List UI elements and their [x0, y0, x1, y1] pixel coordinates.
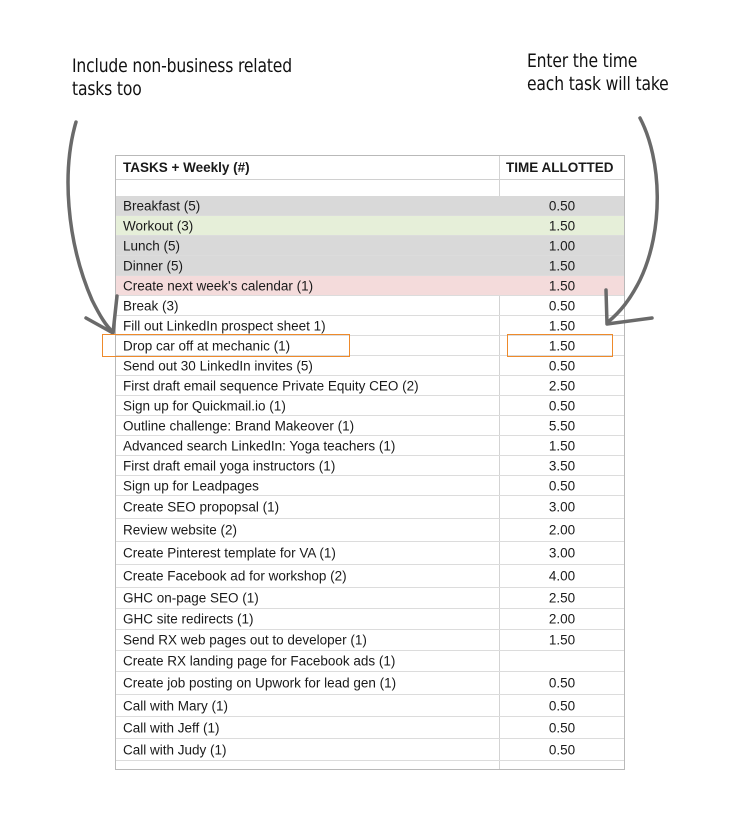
table-row — [116, 276, 624, 296]
table-row — [116, 609, 624, 630]
table-row — [116, 376, 624, 396]
time-cell: 0.50 — [548, 398, 576, 413]
task-cell: Lunch (5) — [123, 238, 181, 253]
table-row — [116, 236, 624, 256]
time-cell: 0.50 — [548, 478, 576, 493]
task-cell: Create SEO propopsal (1) — [123, 499, 280, 515]
task-cell: Call with Jeff (1) — [123, 720, 220, 735]
time-cell: 0.50 — [548, 698, 576, 713]
table-row — [116, 542, 624, 565]
task-cell: Send RX web pages out to developer (1) — [123, 632, 367, 648]
left-arrow-icon — [68, 122, 113, 332]
annotation-right-line2: each task will take — [527, 73, 669, 95]
task-cell: Create RX landing page for Facebook ads (1) — [123, 653, 396, 669]
time-cell: 0.50 — [548, 298, 576, 313]
task-cell: Advanced search LinkedIn: Yoga teachers (1) — [123, 438, 396, 453]
time-cell: 1.50 — [548, 438, 576, 453]
task-cell: Workout (3) — [123, 218, 194, 233]
task-cell: Create job posting on Upwork for lead gen (1) — [123, 675, 397, 691]
table-row — [116, 436, 624, 456]
time-cell: 1.50 — [548, 278, 576, 293]
table-body — [116, 196, 624, 761]
task-cell: Create Facebook ad for workshop (2) — [123, 568, 347, 584]
table-row — [116, 695, 624, 717]
time-cell: 5.50 — [548, 418, 576, 433]
time-cell: 3.00 — [548, 545, 576, 561]
time-cell: 3.00 — [548, 499, 576, 515]
annotation-left — [72, 55, 334, 101]
task-cell: Outline challenge: Brand Makeover (1) — [123, 418, 355, 433]
table-row — [116, 672, 624, 695]
table-row — [116, 565, 624, 588]
table-row — [116, 476, 624, 496]
time-cell: 1.50 — [548, 218, 576, 233]
time-cell: 0.50 — [548, 720, 576, 735]
time-cell: 1.50 — [548, 318, 576, 333]
task-cell: Call with Mary (1) — [123, 698, 229, 713]
table-row — [116, 216, 624, 236]
table-row — [116, 588, 624, 609]
table-row — [116, 456, 624, 476]
time-cell: 2.50 — [548, 378, 576, 393]
task-cell: First draft email sequence Private Equity CEO (2) — [123, 378, 419, 393]
task-highlight-box — [102, 334, 350, 357]
task-cell: Send out 30 LinkedIn invites (5) — [123, 358, 313, 373]
left-arrowhead-icon — [86, 296, 117, 333]
time-cell: 4.00 — [548, 568, 576, 584]
task-cell: Call with Judy (1) — [123, 742, 227, 757]
table-row — [116, 630, 624, 651]
task-cell: Review website (2) — [123, 522, 238, 538]
table-row — [116, 316, 624, 336]
task-cell: Sign up for Leadpages — [123, 478, 259, 493]
time-cell: 1.50 — [548, 258, 576, 273]
time-cell: 1.50 — [548, 338, 576, 353]
table-row — [116, 739, 624, 761]
time-cell: 1.00 — [548, 238, 576, 253]
task-cell: Break (3) — [123, 298, 179, 313]
time-cell: 3.50 — [548, 458, 576, 473]
table-row — [116, 356, 624, 376]
task-cell: GHC on-page SEO (1) — [123, 590, 259, 606]
time-column-header: TIME ALLOTTED — [506, 160, 614, 175]
time-cell: 1.50 — [548, 632, 576, 648]
task-cell: First draft email yoga instructors (1) — [123, 458, 336, 473]
annotation-left-line1: Include non-business related — [72, 55, 292, 77]
annotation-left-line2: tasks too — [72, 78, 142, 100]
time-cell: 0.50 — [548, 675, 576, 691]
task-table — [115, 155, 625, 770]
task-cell: Drop car off at mechanic (1) — [123, 338, 291, 353]
table-row — [116, 651, 624, 672]
task-cell: Sign up for Quickmail.io (1) — [123, 398, 286, 413]
time-cell: 2.00 — [548, 611, 576, 627]
task-cell: GHC site redirects (1) — [123, 611, 254, 627]
table-row — [116, 196, 624, 216]
task-cell: Create next week's calendar (1) — [123, 278, 314, 293]
task-cell: Fill out LinkedIn prospect sheet 1) — [123, 318, 326, 333]
table-row — [116, 519, 624, 542]
table-row — [116, 256, 624, 276]
table-row — [116, 496, 624, 519]
task-cell: Dinner (5) — [123, 258, 184, 273]
time-cell: 2.00 — [548, 522, 576, 538]
table-header — [116, 156, 624, 180]
task-cell: Breakfast (5) — [123, 198, 201, 213]
time-cell: 0.50 — [548, 358, 576, 373]
time-cell: 0.50 — [548, 742, 576, 757]
time-highlight-box — [507, 334, 613, 357]
table-row — [116, 296, 624, 316]
table-row — [116, 717, 624, 739]
table-row — [116, 416, 624, 436]
annotation-right-line1: Enter the time — [527, 50, 638, 72]
time-cell: 2.50 — [548, 590, 576, 606]
time-cell: 0.50 — [548, 198, 576, 213]
task-column-header: TASKS + Weekly (#) — [123, 160, 250, 175]
task-cell: Create Pinterest template for VA (1) — [123, 545, 336, 561]
table-row — [116, 396, 624, 416]
annotation-right — [527, 50, 691, 96]
